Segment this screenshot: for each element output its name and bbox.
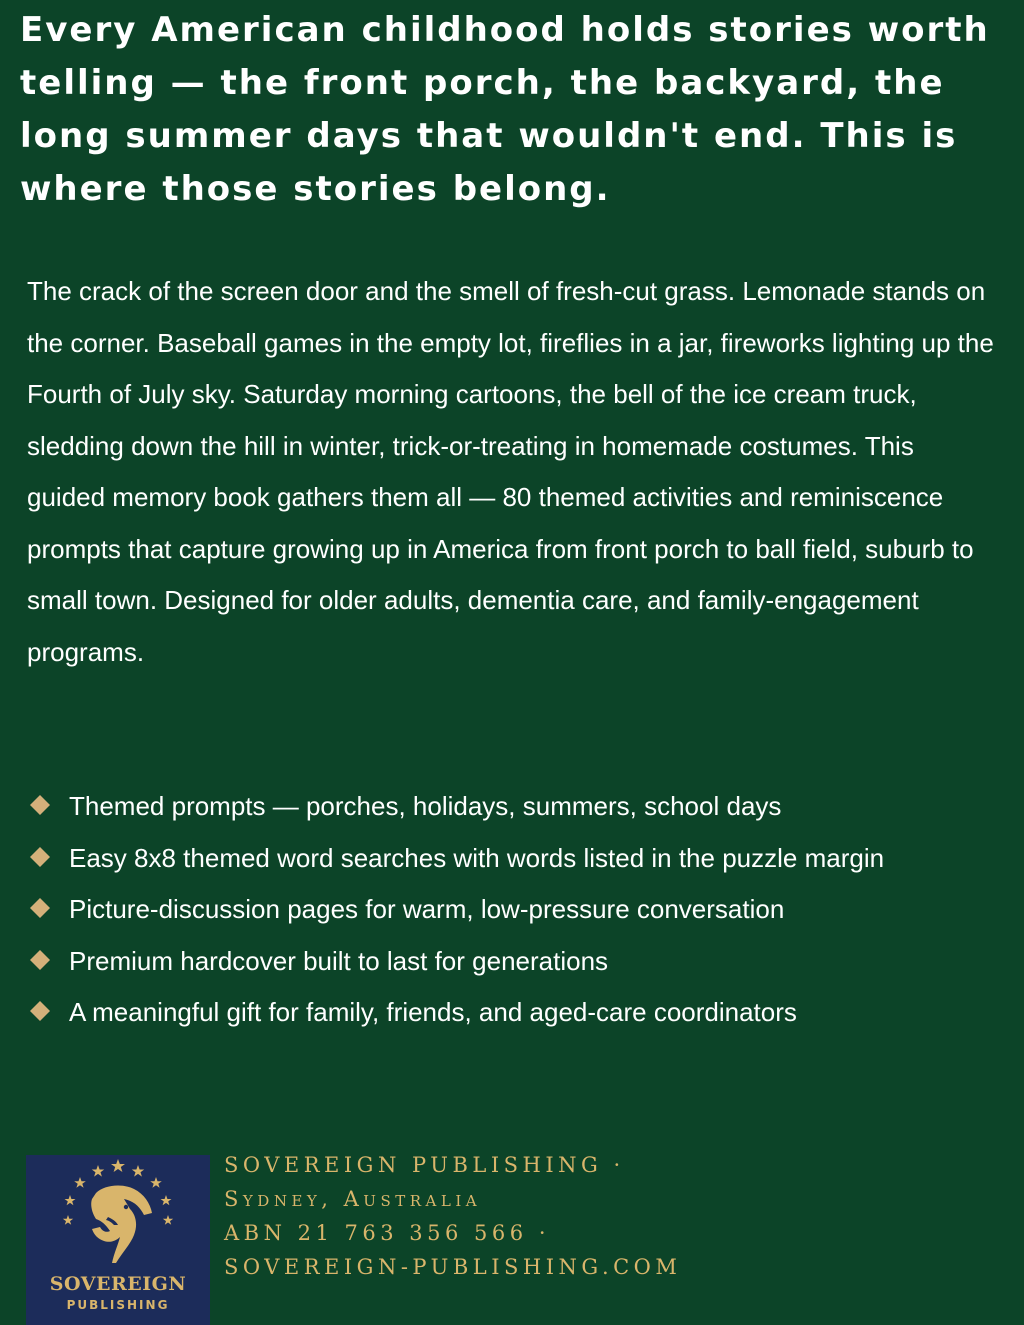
publisher-name: SOVEREIGN PUBLISHING ·	[224, 1153, 625, 1177]
headline: Every American childhood holds stories worth telling — the front porch, the backyard, the long summer days that wouldn't end. This is where those stories belong.	[20, 10, 990, 209]
publisher-location: Sydney, Australia	[224, 1187, 482, 1211]
diamond-icon	[30, 847, 50, 867]
logo-subtitle: PUBLISHING	[66, 1298, 170, 1312]
feature-text: Premium hardcover built to last for generations	[69, 945, 609, 976]
feature-list	[27, 781, 1002, 1039]
diamond-icon	[30, 950, 50, 970]
feature-item	[27, 884, 1002, 936]
intro-paragraph: The crack of the screen door and the smell of fresh-cut grass. Lemonade stands on the corner. Baseball games in the empty lot, fireflies in a jar, fireworks lighting up the Fourth of July sky. Saturday morning cartoons, the bell of the ice cream truck, sledding down the hill in winter, trick-or-treating in homemade costumes. This guided memory book gathers them all — 80 themed activities and reminiscence prompts that capture growing up in America from front porch to ball field, suburb to small town. Designed for older adults, dementia care, and family-engagement programs.	[27, 276, 994, 667]
publisher-abn: ABN 21 763 356 566 ·	[224, 1221, 550, 1245]
feature-text: Easy 8x8 themed word searches with words listed in the puzzle margin	[69, 842, 885, 873]
feature-text: Themed prompts — porches, holidays, summers, school days	[69, 791, 782, 821]
feature-item	[27, 936, 1002, 988]
publisher-info	[224, 1148, 1014, 1284]
feature-item	[27, 833, 1002, 885]
feature-item	[27, 781, 1002, 833]
diamond-icon	[30, 795, 50, 815]
diamond-icon	[30, 898, 50, 918]
diamond-icon	[30, 1001, 50, 1021]
lion-crest-icon	[26, 1155, 210, 1275]
publisher-logo	[26, 1155, 210, 1325]
feature-text: A meaningful gift for family, friends, and aged-care coordinators	[69, 997, 797, 1027]
feature-item	[27, 987, 1002, 1039]
publisher-website: SOVEREIGN-PUBLISHING.COM	[224, 1255, 682, 1279]
feature-text: Picture-discussion pages for warm, low-pressure conversation	[69, 894, 785, 924]
logo-name: SOVEREIGN	[49, 1273, 187, 1295]
